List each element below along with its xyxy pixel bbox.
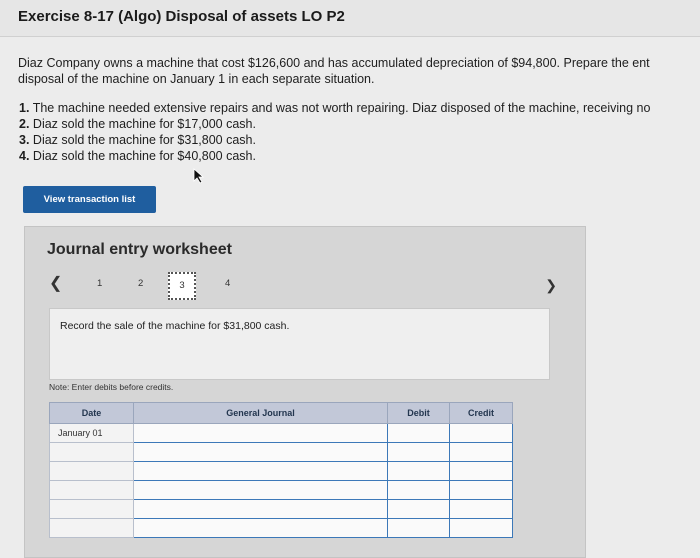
credit-input[interactable] bbox=[450, 462, 513, 481]
credit-column-header: Credit bbox=[450, 403, 513, 424]
exercise-title: Exercise 8-17 (Algo) Disposal of assets LO P2 bbox=[18, 8, 345, 25]
table-row bbox=[50, 500, 513, 519]
view-transaction-list-button[interactable]: View transaction list bbox=[23, 186, 156, 213]
table-row bbox=[50, 481, 513, 500]
account-input[interactable] bbox=[134, 500, 388, 519]
credit-input[interactable] bbox=[450, 424, 513, 443]
instruction-text: Record the sale of the machine for $31,800 cash. bbox=[60, 320, 290, 332]
date-cell: January 01 bbox=[50, 424, 134, 443]
intro-line-1: Diaz Company owns a machine that cost $126,600 and has accumulated depreciation of $94,800. Prepare the ent bbox=[18, 56, 650, 70]
debit-column-header: Debit bbox=[388, 403, 450, 424]
journal-entry-worksheet bbox=[24, 226, 586, 558]
situation-item: 2. Diaz sold the machine for $17,000 cash. bbox=[19, 117, 256, 131]
problem-intro bbox=[18, 55, 700, 87]
mouse-cursor-icon bbox=[192, 168, 206, 184]
worksheet-title: Journal entry worksheet bbox=[47, 241, 232, 258]
account-input[interactable] bbox=[134, 462, 388, 481]
account-input[interactable] bbox=[134, 424, 388, 443]
date-cell bbox=[50, 500, 134, 519]
intro-line-2: disposal of the machine on January 1 in each separate situation. bbox=[18, 72, 375, 86]
credit-input[interactable] bbox=[450, 500, 513, 519]
debit-input[interactable] bbox=[388, 519, 450, 538]
page-tab-3-active[interactable]: 3 bbox=[168, 272, 196, 300]
general-journal-column-header: General Journal bbox=[134, 403, 388, 424]
situation-list bbox=[19, 100, 700, 164]
exercise-header bbox=[0, 0, 700, 37]
debit-input[interactable] bbox=[388, 424, 450, 443]
date-column-header: Date bbox=[50, 403, 134, 424]
credit-input[interactable] bbox=[450, 519, 513, 538]
situation-item: 3. Diaz sold the machine for $31,800 cash. bbox=[19, 133, 256, 147]
date-cell bbox=[50, 481, 134, 500]
date-cell bbox=[50, 443, 134, 462]
table-row bbox=[50, 443, 513, 462]
situation-item: 1. The machine needed extensive repairs and was not worth repairing. Diaz disposed of the machine, receiving no bbox=[19, 101, 651, 115]
account-input[interactable] bbox=[134, 519, 388, 538]
debit-input[interactable] bbox=[388, 500, 450, 519]
account-input[interactable] bbox=[134, 443, 388, 462]
situation-item: 4. Diaz sold the machine for $40,800 cash. bbox=[19, 149, 256, 163]
table-row bbox=[50, 519, 513, 538]
journal-table bbox=[49, 402, 513, 538]
table-header-row bbox=[50, 403, 513, 424]
entry-note: Note: Enter debits before credits. bbox=[49, 382, 174, 392]
table-row bbox=[50, 462, 513, 481]
date-cell bbox=[50, 462, 134, 481]
chevron-left-icon[interactable]: ❮ bbox=[49, 275, 63, 292]
credit-input[interactable] bbox=[450, 481, 513, 500]
page-tab-1[interactable]: 1 bbox=[97, 278, 103, 289]
debit-input[interactable] bbox=[388, 443, 450, 462]
table-row bbox=[50, 424, 513, 443]
credit-input[interactable] bbox=[450, 443, 513, 462]
debit-input[interactable] bbox=[388, 481, 450, 500]
date-cell bbox=[50, 519, 134, 538]
debit-input[interactable] bbox=[388, 462, 450, 481]
chevron-right-icon[interactable]: ❯ bbox=[545, 277, 557, 293]
instruction-box bbox=[49, 308, 550, 380]
account-input[interactable] bbox=[134, 481, 388, 500]
page-tab-2[interactable]: 2 bbox=[138, 278, 144, 289]
page-tab-4[interactable]: 4 bbox=[225, 278, 231, 289]
